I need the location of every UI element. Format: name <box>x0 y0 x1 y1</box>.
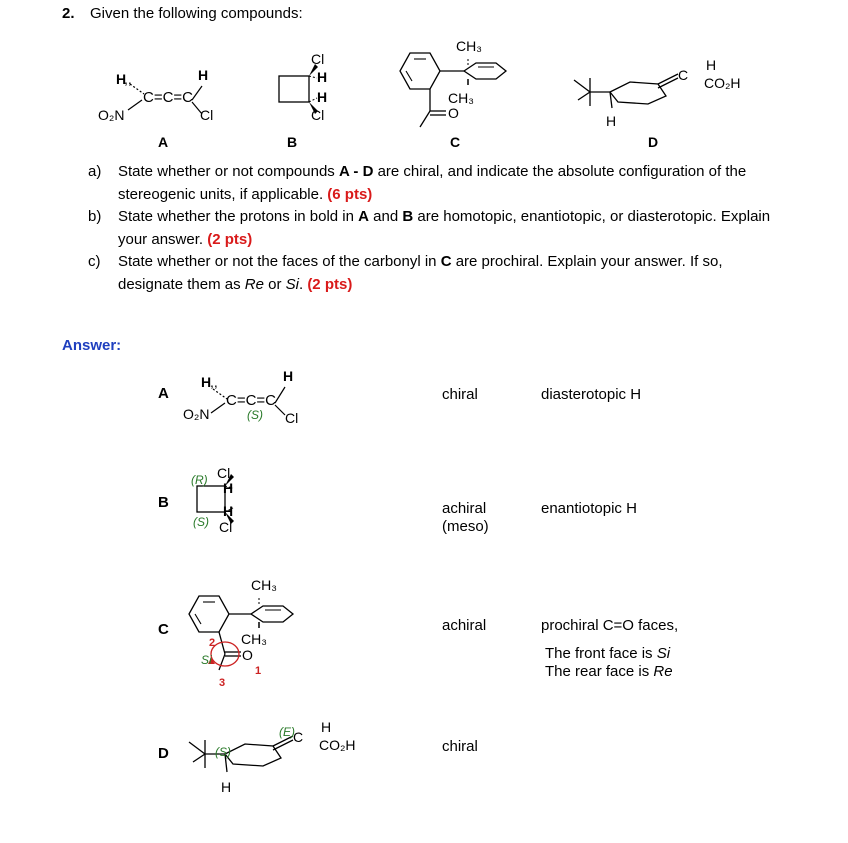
label-a: A <box>158 134 169 150</box>
rear-face-re: Re <box>653 663 673 680</box>
answer-b-chirality-note: (meso) <box>442 518 489 535</box>
part-a-letter: a) <box>88 163 102 180</box>
part-a-points: (6 pts) <box>327 186 373 203</box>
d-top-h-right: H <box>706 57 717 73</box>
ans-c-si-label: Si <box>201 653 212 667</box>
part-b <box>88 205 808 251</box>
question-number: 2. <box>62 5 75 22</box>
ans-d-config-allene: (E) <box>279 725 295 739</box>
d-top-c: C <box>678 67 689 83</box>
a-top-h-bold: H <box>116 71 127 87</box>
answer-c-letter: C <box>158 621 169 638</box>
answer-d-letter: D <box>158 745 169 762</box>
answer-c-structure <box>175 572 315 692</box>
c-top-ch3-1: CH₃ <box>456 38 482 54</box>
ans-d-h-bottom: H <box>221 779 232 795</box>
ans-c-o: O <box>242 647 253 663</box>
ans-d-h-right: H <box>321 719 332 735</box>
structure-c-top <box>380 35 520 145</box>
c-top-ch3-2: CH₃ <box>448 90 474 106</box>
ans-a-h-bold: H <box>201 374 212 390</box>
answer-a-letter: A <box>158 385 169 402</box>
c-top-o: O <box>448 105 459 121</box>
ans-b-cl-1: Cl <box>217 465 231 481</box>
part-c-italic-1: Re <box>244 276 264 293</box>
ans-a-o2n: O₂N <box>183 406 210 422</box>
ans-a-config: (S) <box>247 408 263 422</box>
part-a <box>88 160 808 206</box>
answer-d-chirality: chiral <box>442 738 478 755</box>
a-top-cl: Cl <box>200 107 214 123</box>
ans-c-priority-3: 3 <box>219 677 226 689</box>
part-c-points: (2 pts) <box>307 276 353 293</box>
part-c <box>88 250 808 296</box>
structure-a-top <box>90 60 230 140</box>
answer-b-chirality: achiral <box>442 500 487 517</box>
part-c-bold: C <box>440 253 452 270</box>
answer-c-chirality: achiral <box>442 617 487 634</box>
a-top-o2n: O₂N <box>98 107 125 123</box>
ans-d-config-ring: (S) <box>215 745 231 759</box>
b-top-h-1: H <box>317 69 328 85</box>
a-top-allene: C=C=C <box>143 89 194 106</box>
ans-b-cl-2: Cl <box>219 519 233 535</box>
answer-c-rear-face <box>545 663 673 680</box>
b-top-cl-1: Cl <box>311 51 325 67</box>
ans-a-cl: Cl <box>285 410 299 426</box>
part-a-text-2: are chiral, and indicate the absolute configuration of the stereogenic units, if applicable. <box>118 163 747 203</box>
part-c-text-4: . <box>298 276 308 293</box>
a-top-h-comma: ,, <box>124 71 132 87</box>
part-c-italic-2: Si <box>285 276 299 293</box>
answer-c-front-face <box>545 645 670 662</box>
ans-d-co2h: CO₂H <box>319 737 356 753</box>
structure-b-top <box>265 50 345 130</box>
answer-d-structure <box>175 710 375 800</box>
part-b-text-2: and <box>369 208 403 225</box>
b-top-h-2: H <box>317 89 328 105</box>
ans-c-priority-1: 1 <box>255 665 262 677</box>
part-b-bold-2: B <box>402 208 414 225</box>
d-top-h-bottom: H <box>606 113 617 129</box>
part-b-text-1: State whether the protons in bold in <box>118 208 359 225</box>
a-top-h: H <box>198 67 209 83</box>
answer-a-structure <box>175 365 325 435</box>
answer-b-structure <box>185 462 265 542</box>
part-a-text-1: State whether or not compounds <box>118 163 339 180</box>
front-face-text: The front face is <box>545 645 657 662</box>
ans-c-ch3-1: CH₃ <box>251 577 277 593</box>
ans-d-c: C <box>293 729 304 745</box>
d-top-co2h: CO₂H <box>704 75 741 91</box>
question-intro: Given the following compounds: <box>90 5 303 22</box>
ans-b-h-1: H <box>223 480 234 496</box>
part-b-bold-1: A <box>358 208 369 225</box>
ans-a-allene: C=C=C <box>226 392 277 409</box>
structure-d-top <box>560 50 760 130</box>
ans-b-h-2: H <box>223 503 234 519</box>
part-b-text-3: are homotopic, enantiotopic, or diasterotopic. Explain your answer. <box>118 208 771 248</box>
ans-c-ch3-2: CH₃ <box>241 631 267 647</box>
ans-c-priority-2: 2 <box>209 637 216 649</box>
part-b-points: (2 pts) <box>207 231 253 248</box>
answer-a-topicity: diasterotopic H <box>541 386 642 403</box>
answer-heading: Answer: <box>62 337 122 354</box>
part-c-text-3: or <box>263 276 286 293</box>
rear-face-text: The rear face is <box>545 663 654 680</box>
ans-b-config-bottom: (S) <box>193 515 209 529</box>
answer-c-topicity: prochiral C=O faces, <box>541 617 679 634</box>
part-c-text-1: State whether or not the faces of the carbonyl in <box>118 253 441 270</box>
answer-b-topicity: enantiotopic H <box>541 500 637 517</box>
answer-a-chirality: chiral <box>442 386 478 403</box>
part-a-bold: A - D <box>338 163 374 180</box>
part-c-letter: c) <box>88 253 101 270</box>
ans-b-config-top: (R) <box>191 473 208 487</box>
b-top-cl-2: Cl <box>311 107 325 123</box>
part-c-text-2: are prochiral. Explain your answer. If so, designate them as <box>118 253 723 293</box>
label-c: C <box>450 134 461 150</box>
label-b: B <box>287 134 298 150</box>
ans-a-h-comma: ,, <box>210 374 218 390</box>
part-b-letter: b) <box>88 208 102 225</box>
front-face-si: Si <box>656 645 671 662</box>
label-d: D <box>648 134 659 150</box>
ans-a-h: H <box>283 368 294 384</box>
answer-b-letter: B <box>158 494 169 511</box>
